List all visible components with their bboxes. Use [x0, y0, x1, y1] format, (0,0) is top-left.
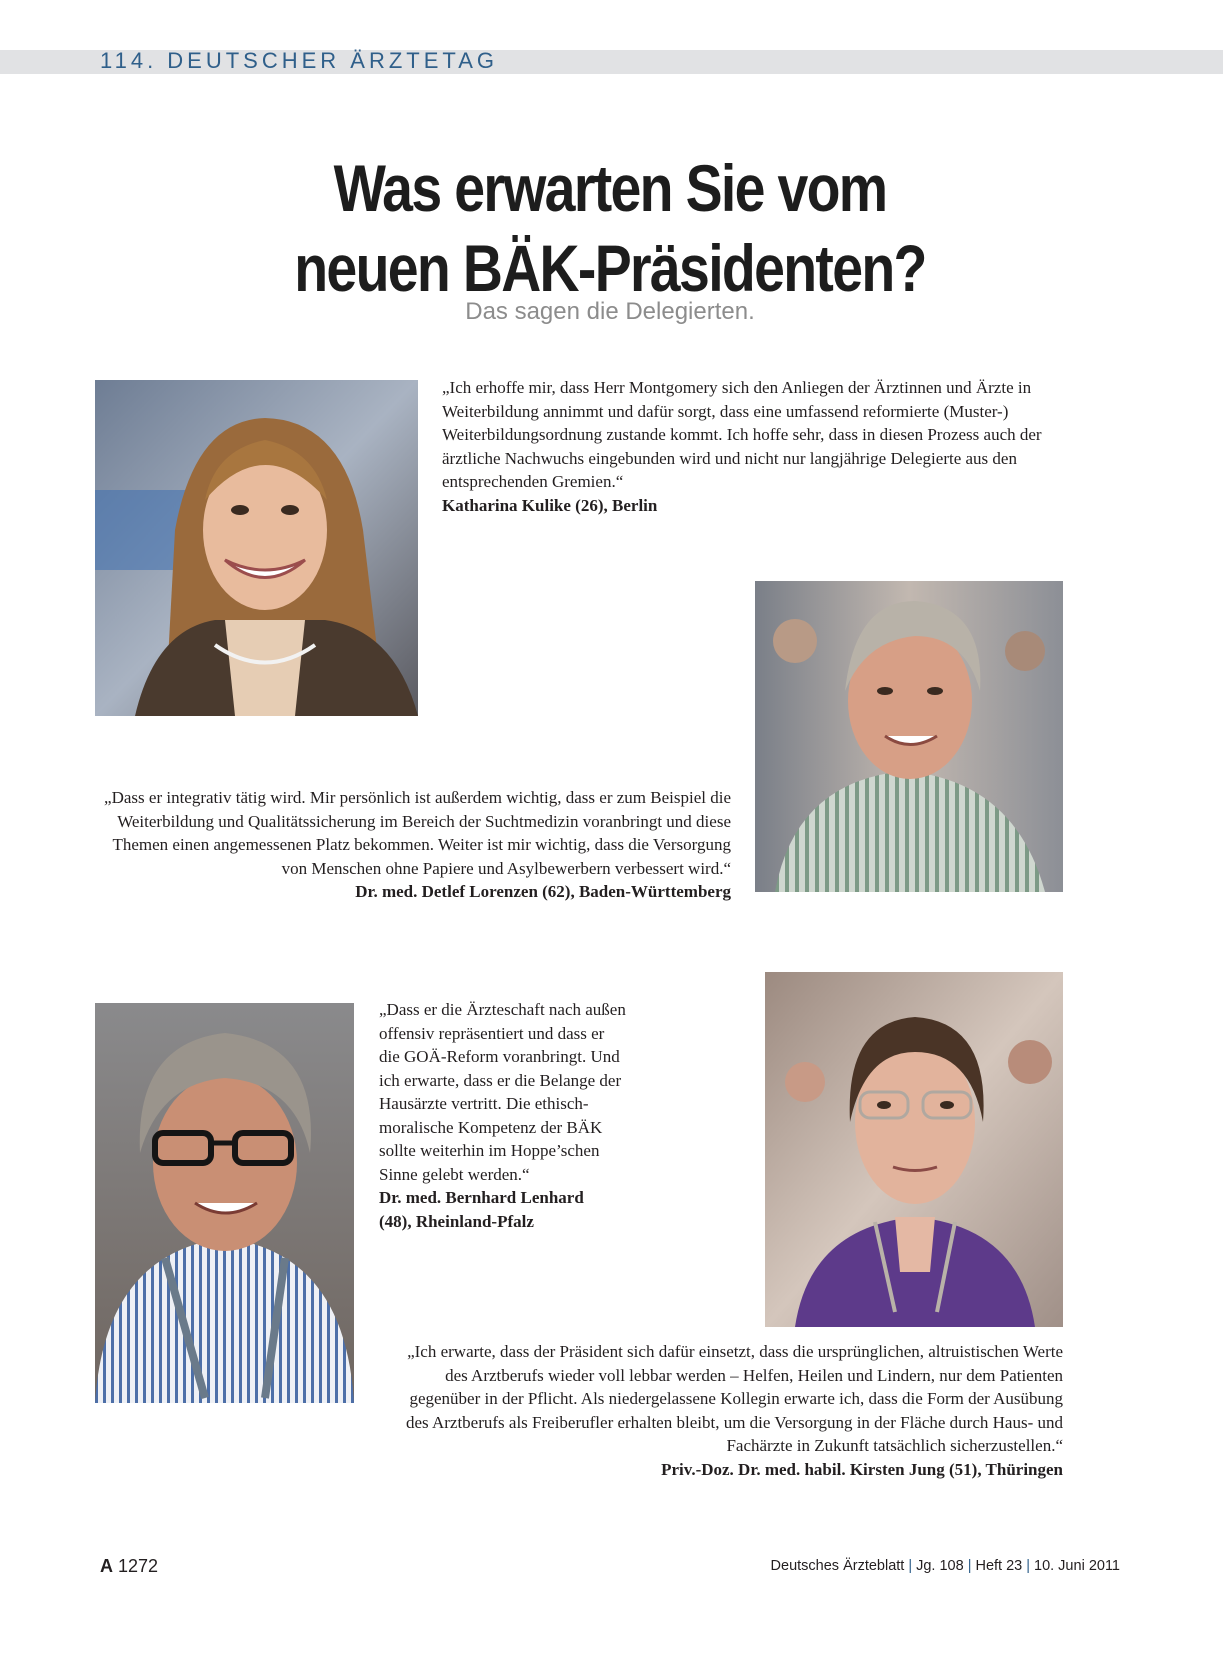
journal-date: 10. Juni 2011 — [1034, 1558, 1120, 1574]
page-prefix: A — [100, 1556, 113, 1576]
quote-2 — [95, 786, 731, 904]
article-title — [224, 148, 997, 308]
quote-4-author: Priv.-Doz. Dr. med. habil. Kirsten Jung (51), Thüringen — [661, 1459, 1063, 1479]
page-number — [100, 1556, 158, 1577]
quote-1 — [442, 376, 1062, 517]
quote-3-author-line-2: (48), Rheinland-Pfalz — [379, 1211, 534, 1231]
title-line-2: neuen BÄK-Präsidenten? — [294, 231, 926, 305]
quote-4-text: „Ich erwarte, dass der Präsident sich dafür einsetzt, dass die ursprünglichen, altruistischen Werte des Arztberufs wieder voll lebbar werden – Helfen, Heilen und Lindern, nur dem Patienten gegenüber in der Pflicht. Als niedergelassene Kollegin erwarte ich, dass die Form der Ausübung des Arztberufs als Freiberufler erhalten bleibt, um die Versorgung in der Fläche durch Haus- und Fachärzte in Zukunft tatsächlich sicherzustellen.“ — [406, 1342, 1063, 1455]
quote-3 — [379, 998, 629, 1233]
quote-2-author: Dr. med. Detlef Lorenzen (62), Baden-Württemberg — [355, 882, 731, 901]
quote-1-text: „Ich erhoffe mir, dass Herr Montgomery sich den Anliegen der Ärztinnen und Ärzte in Weiterbildung annimmt und dafür sorgt, dass eine umfassend reformierte (Muster-) Weiterbildungsordnung zustande kommt. Ich hoffe sehr, dass in diesen Prozess auch der ärztliche Nachwuchs eingebunden wird und nicht nur langjährige Delegierte aus den entsprechenden Gremien.“ — [442, 378, 1042, 491]
photo-detlef-lorenzen — [755, 581, 1063, 892]
journal-issue: Heft 23 — [975, 1558, 1023, 1574]
footer-separator: | — [967, 1558, 972, 1574]
footer-separator: | — [908, 1558, 913, 1574]
quote-2-text: „Dass er integrativ tätig wird. Mir persönlich ist außerdem wichtig, dass er zum Beispiel die Weiterbildung und Qualitätssicherung im Bereich der Suchtmedizin voranbringt und diese Themen einen angemessenen Platz bekommen. Weiter ist mir wichtig, dass die Versorgung von Menschen ohne Papiere und Asylbewerbern verbessert wird.“ — [104, 788, 731, 878]
quote-1-author: Katharina Kulike (26), Berlin — [442, 495, 658, 515]
page-number-value: 1272 — [118, 1556, 159, 1576]
footer-separator: | — [1026, 1558, 1030, 1574]
article-subtitle: Das sagen die Delegierten. — [465, 298, 755, 325]
quote-3-author-line-1: Dr. med. Bernhard Lenhard — [379, 1188, 584, 1207]
photo-kirsten-jung — [765, 972, 1063, 1327]
journal-volume: Jg. 108 — [916, 1558, 964, 1574]
journal-name: Deutsches Ärzteblatt — [770, 1558, 905, 1574]
photo-bernhard-lenhard — [95, 1003, 354, 1403]
title-line-1: Was erwarten Sie vom — [333, 151, 887, 225]
journal-footer — [771, 1558, 1120, 1574]
quote-4 — [390, 1340, 1063, 1481]
section-label: 114. DEUTSCHER ÄRZTETAG — [100, 48, 499, 73]
quote-3-text: „Dass er die Ärzteschaft nach außen offensiv repräsentiert und dass er die GOÄ-Reform voranbringt. Und ich erwarte, dass er die Belange der Hausärzte vertritt. Die ethisch-moralische Kompetenz der BÄK sollte weiterhin im Hoppe’schen Sinne gelebt werden.“ — [379, 1000, 626, 1184]
photo-katharina-kulike — [95, 380, 418, 716]
